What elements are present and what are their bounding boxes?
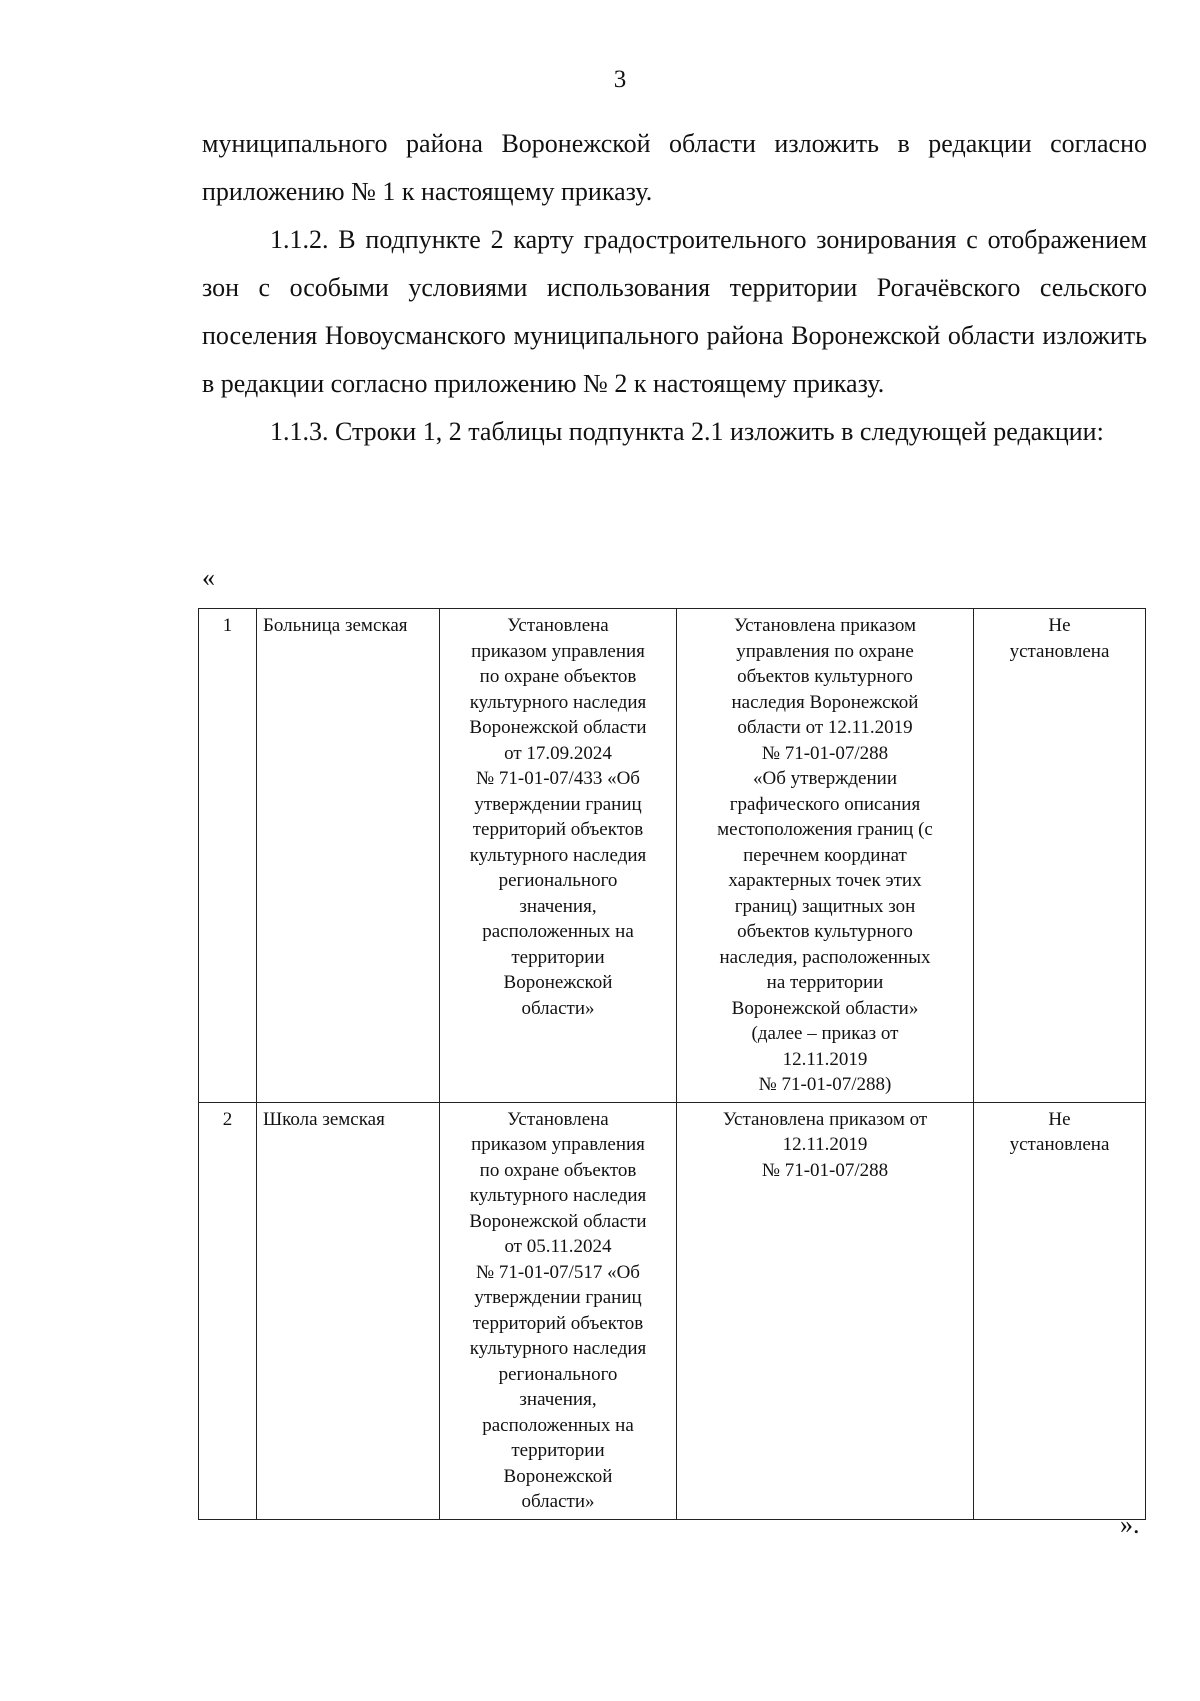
protective-zone-text: Установлена приказом от 12.11.2019 № 71-01-07/288 [722,1108,928,1181]
opening-quote: « [202,563,215,592]
object-name [257,609,440,1103]
protective-zone-text: Установлена приказом управления по охране объектов культурного наследия Воронежской области от 12.11.2019 № 71-01-07/288 «Об утверждении графического описания местоположения границ (с перечнем координат характерных точек этих границ) защитных зон объектов культурного наследия, расположенных на территории Воронежской области» (далее – приказ от 12.11.2019 № 71-01-07/288) [717,615,933,1095]
body-text [202,120,1147,456]
object-name-text: Больница земская [263,615,408,636]
object-name [257,1102,440,1519]
territory-boundary [440,1102,677,1519]
page-number: 3 [613,66,627,93]
row-number-text: 2 [222,1108,233,1130]
table-row [199,609,1146,1103]
territory-boundary [440,609,677,1103]
object-name-text: Школа земская [263,1108,385,1130]
protection-zone-status [974,609,1146,1103]
protection-zone-status [974,1102,1146,1519]
protective-zone [677,609,974,1103]
protection-zone-status-text: Не установлена [1009,615,1110,662]
protection-zone-status-text: Не установлена [1009,1108,1110,1155]
paragraph-1-1-3: 1.1.3. Строки 1, 2 таблицы подпункта 2.1 изложить в следующей редакции: [270,417,1104,446]
row-number-text: 1 [222,615,233,636]
territory-boundary-text: Установлена приказом управления по охране объектов культурного наследия Воронежской области от 17.09.2024 № 71-01-07/433 «Об утверждении границ территорий объектов культурного наследия регионального значения, расположенных на территории Воронежской области» [469,615,647,1019]
table-row [199,1102,1146,1519]
heritage-table [198,608,1146,1520]
paragraph-1: муниципального района Воронежской области изложить в редакции согласно приложению № 1 к настоящему приказу. [202,129,1147,206]
territory-boundary-text: Установлена приказом управления по охране объектов культурного наследия Воронежской области от 05.11.2024 № 71-01-07/517 «Об утверждении границ территорий объектов культурного наследия регионального значения, расположенных на территории Воронежской области» [469,1108,647,1512]
closing-quote: ». [1120,1510,1140,1539]
row-number [199,1102,257,1519]
paragraph-1-1-2: 1.1.2. В подпункте 2 карту градостроительного зонирования с отображением зон с особыми условиями использования территории Рогачёвского сельского поселения Новоусманского муниципального района Воронежской области изложить в редакции согласно приложению № 2 к настоящему приказу. [202,225,1147,398]
protective-zone [677,1102,974,1519]
row-number [199,609,257,1103]
